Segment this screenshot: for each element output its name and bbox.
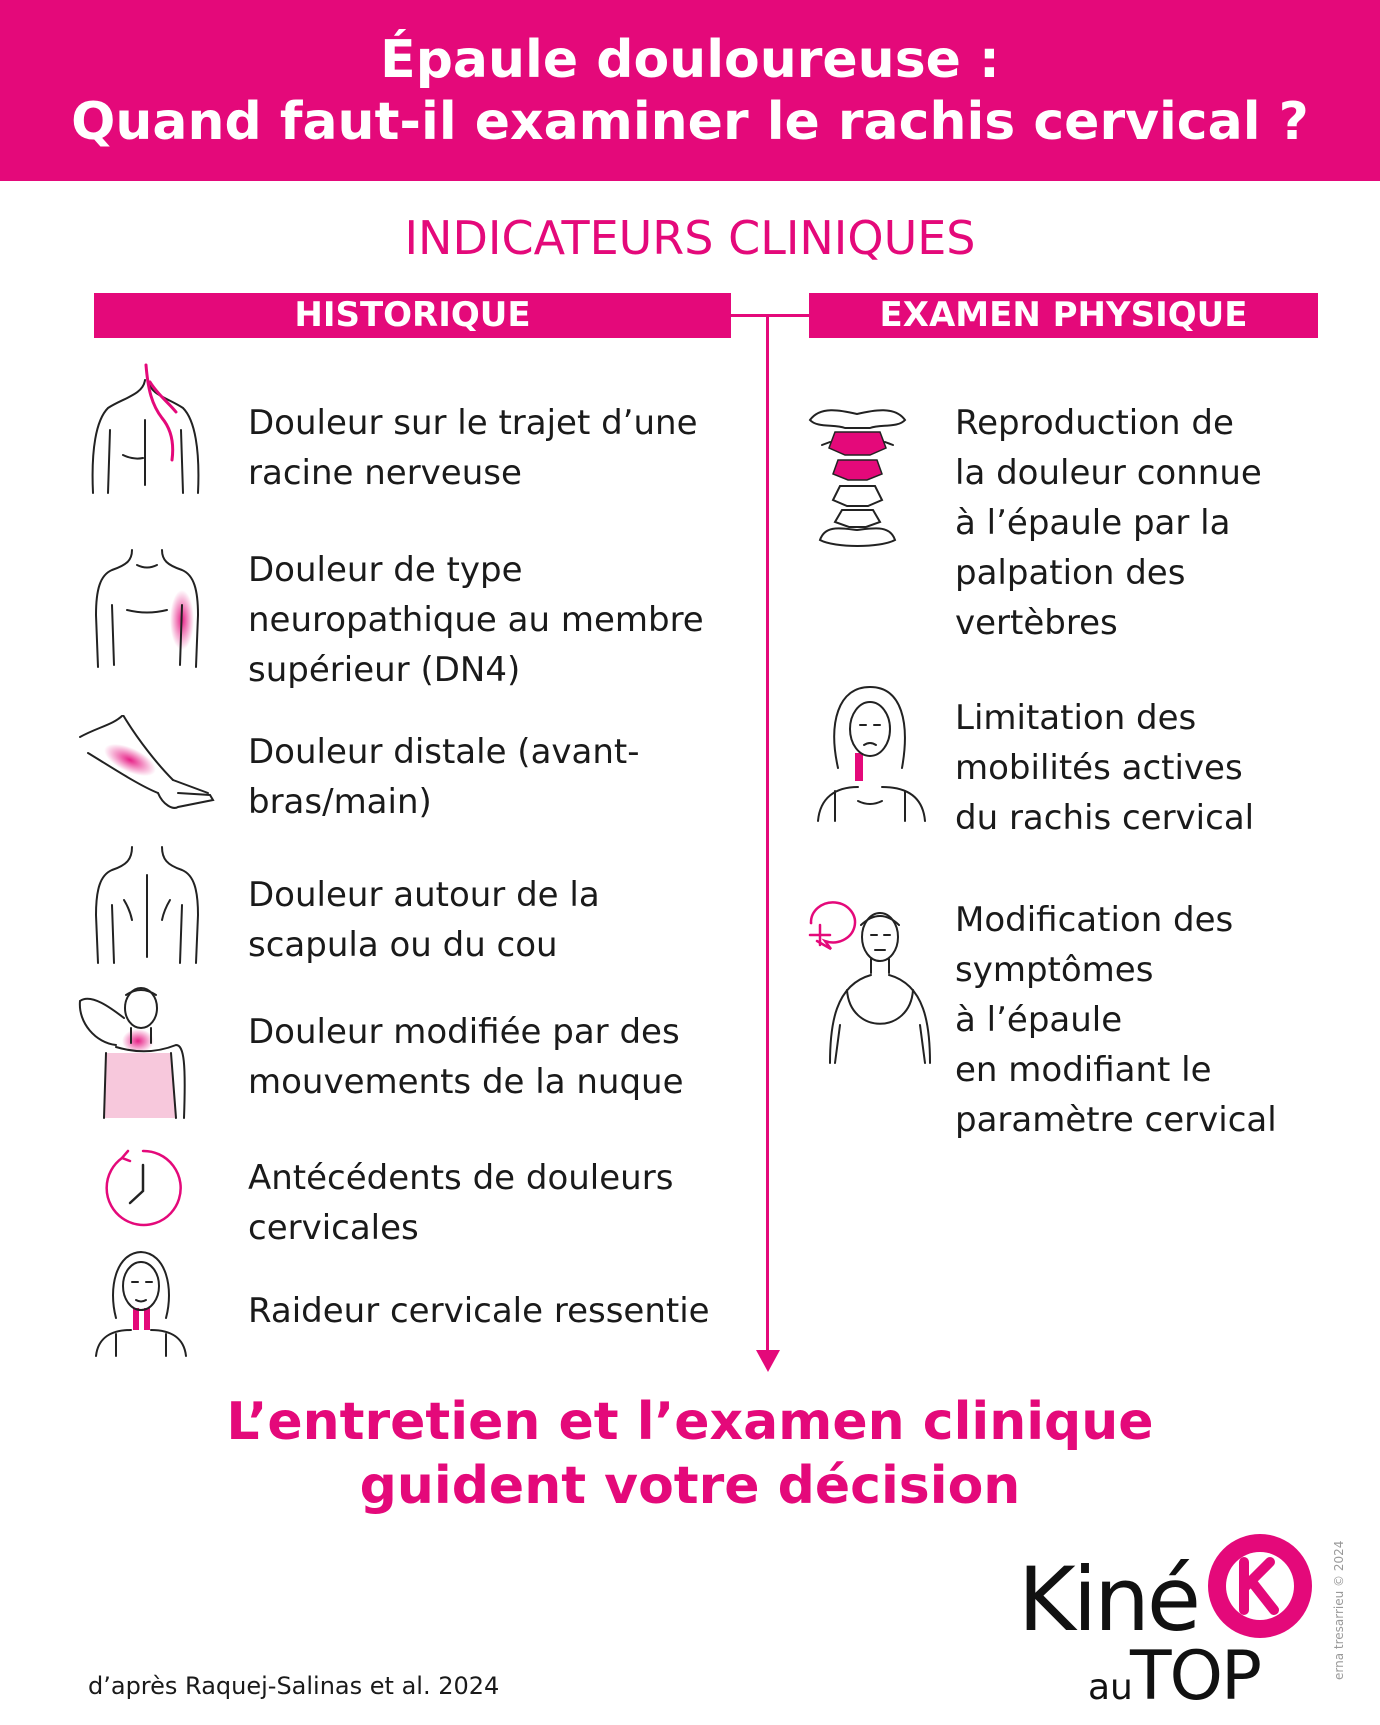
historique-item-text: Antécédents de douleurs cervicales: [248, 1158, 674, 1248]
center-divider-line: [766, 314, 769, 1354]
heading-connector-line: [731, 314, 809, 317]
logo-top-text: TOP: [1130, 1637, 1261, 1716]
symptom-change-man-icon: [785, 895, 935, 1070]
illustrator-credit: erna tresarrieu © 2024: [1332, 1540, 1346, 1680]
conclusion: [0, 1390, 1380, 1518]
clock-history-icon: [102, 1147, 184, 1234]
historique-heading: HISTORIQUE: [94, 293, 731, 338]
examen-item-text: Limitation des mobilités actives du rachis cervical: [955, 698, 1255, 838]
examen-item-text: Reproduction de la douleur connue à l’épaule par la palpation des vertèbres: [955, 403, 1262, 643]
historique-item-text: Raideur cervicale ressentie: [248, 1291, 710, 1331]
conclusion-line1: L’entretien et l’examen clinique: [226, 1392, 1154, 1452]
examen-item-text: Modification des symptômes à l’épaule en modifiant le paramètre cervical: [955, 900, 1277, 1140]
historique-item-text: Douleur de type neuropathique au membre supérieur (DN4): [248, 550, 704, 690]
kine-au-top-logo: [1018, 1530, 1318, 1716]
logo-au-text: au: [1088, 1667, 1133, 1708]
page-title-line2: Quand faut-il examiner le rachis cervical ?: [71, 92, 1309, 152]
historique-item-text: Douleur distale (avant- bras/main): [248, 732, 640, 822]
logo-badge-icon: [1204, 1530, 1316, 1642]
down-arrow-icon: [756, 1350, 780, 1372]
forearm-hand-pain-icon: [78, 715, 216, 820]
examen-physique-heading: EXAMEN PHYSIQUE: [809, 293, 1318, 338]
section-subtitle: INDICATEURS CLINIQUES: [404, 211, 976, 265]
stiff-neck-woman-icon: [86, 1248, 196, 1363]
historique-item-text: Douleur autour de la scapula ou du cou: [248, 875, 600, 965]
historique-item-text: Douleur sur le trajet d’une racine nerveuse: [248, 403, 698, 493]
header-banner: [0, 0, 1380, 181]
source-citation: d’après Raquej-Salinas et al. 2024: [88, 1672, 500, 1700]
torso-arm-pain-icon: [92, 545, 202, 675]
nerve-root-back-icon: [88, 360, 203, 500]
historique-item-text: Douleur modifiée par des mouvements de la nuque: [248, 1012, 684, 1102]
logo-kine-text: Kiné: [1018, 1548, 1199, 1651]
neck-movement-icon: [76, 983, 201, 1128]
conclusion-line2: guident votre décision: [359, 1456, 1021, 1516]
cervical-vertebrae-icon: [800, 400, 915, 555]
page-title-line1: Épaule douloureuse :: [380, 30, 1000, 90]
neck-mobility-woman-icon: [810, 683, 935, 828]
upper-back-icon: [92, 845, 202, 970]
